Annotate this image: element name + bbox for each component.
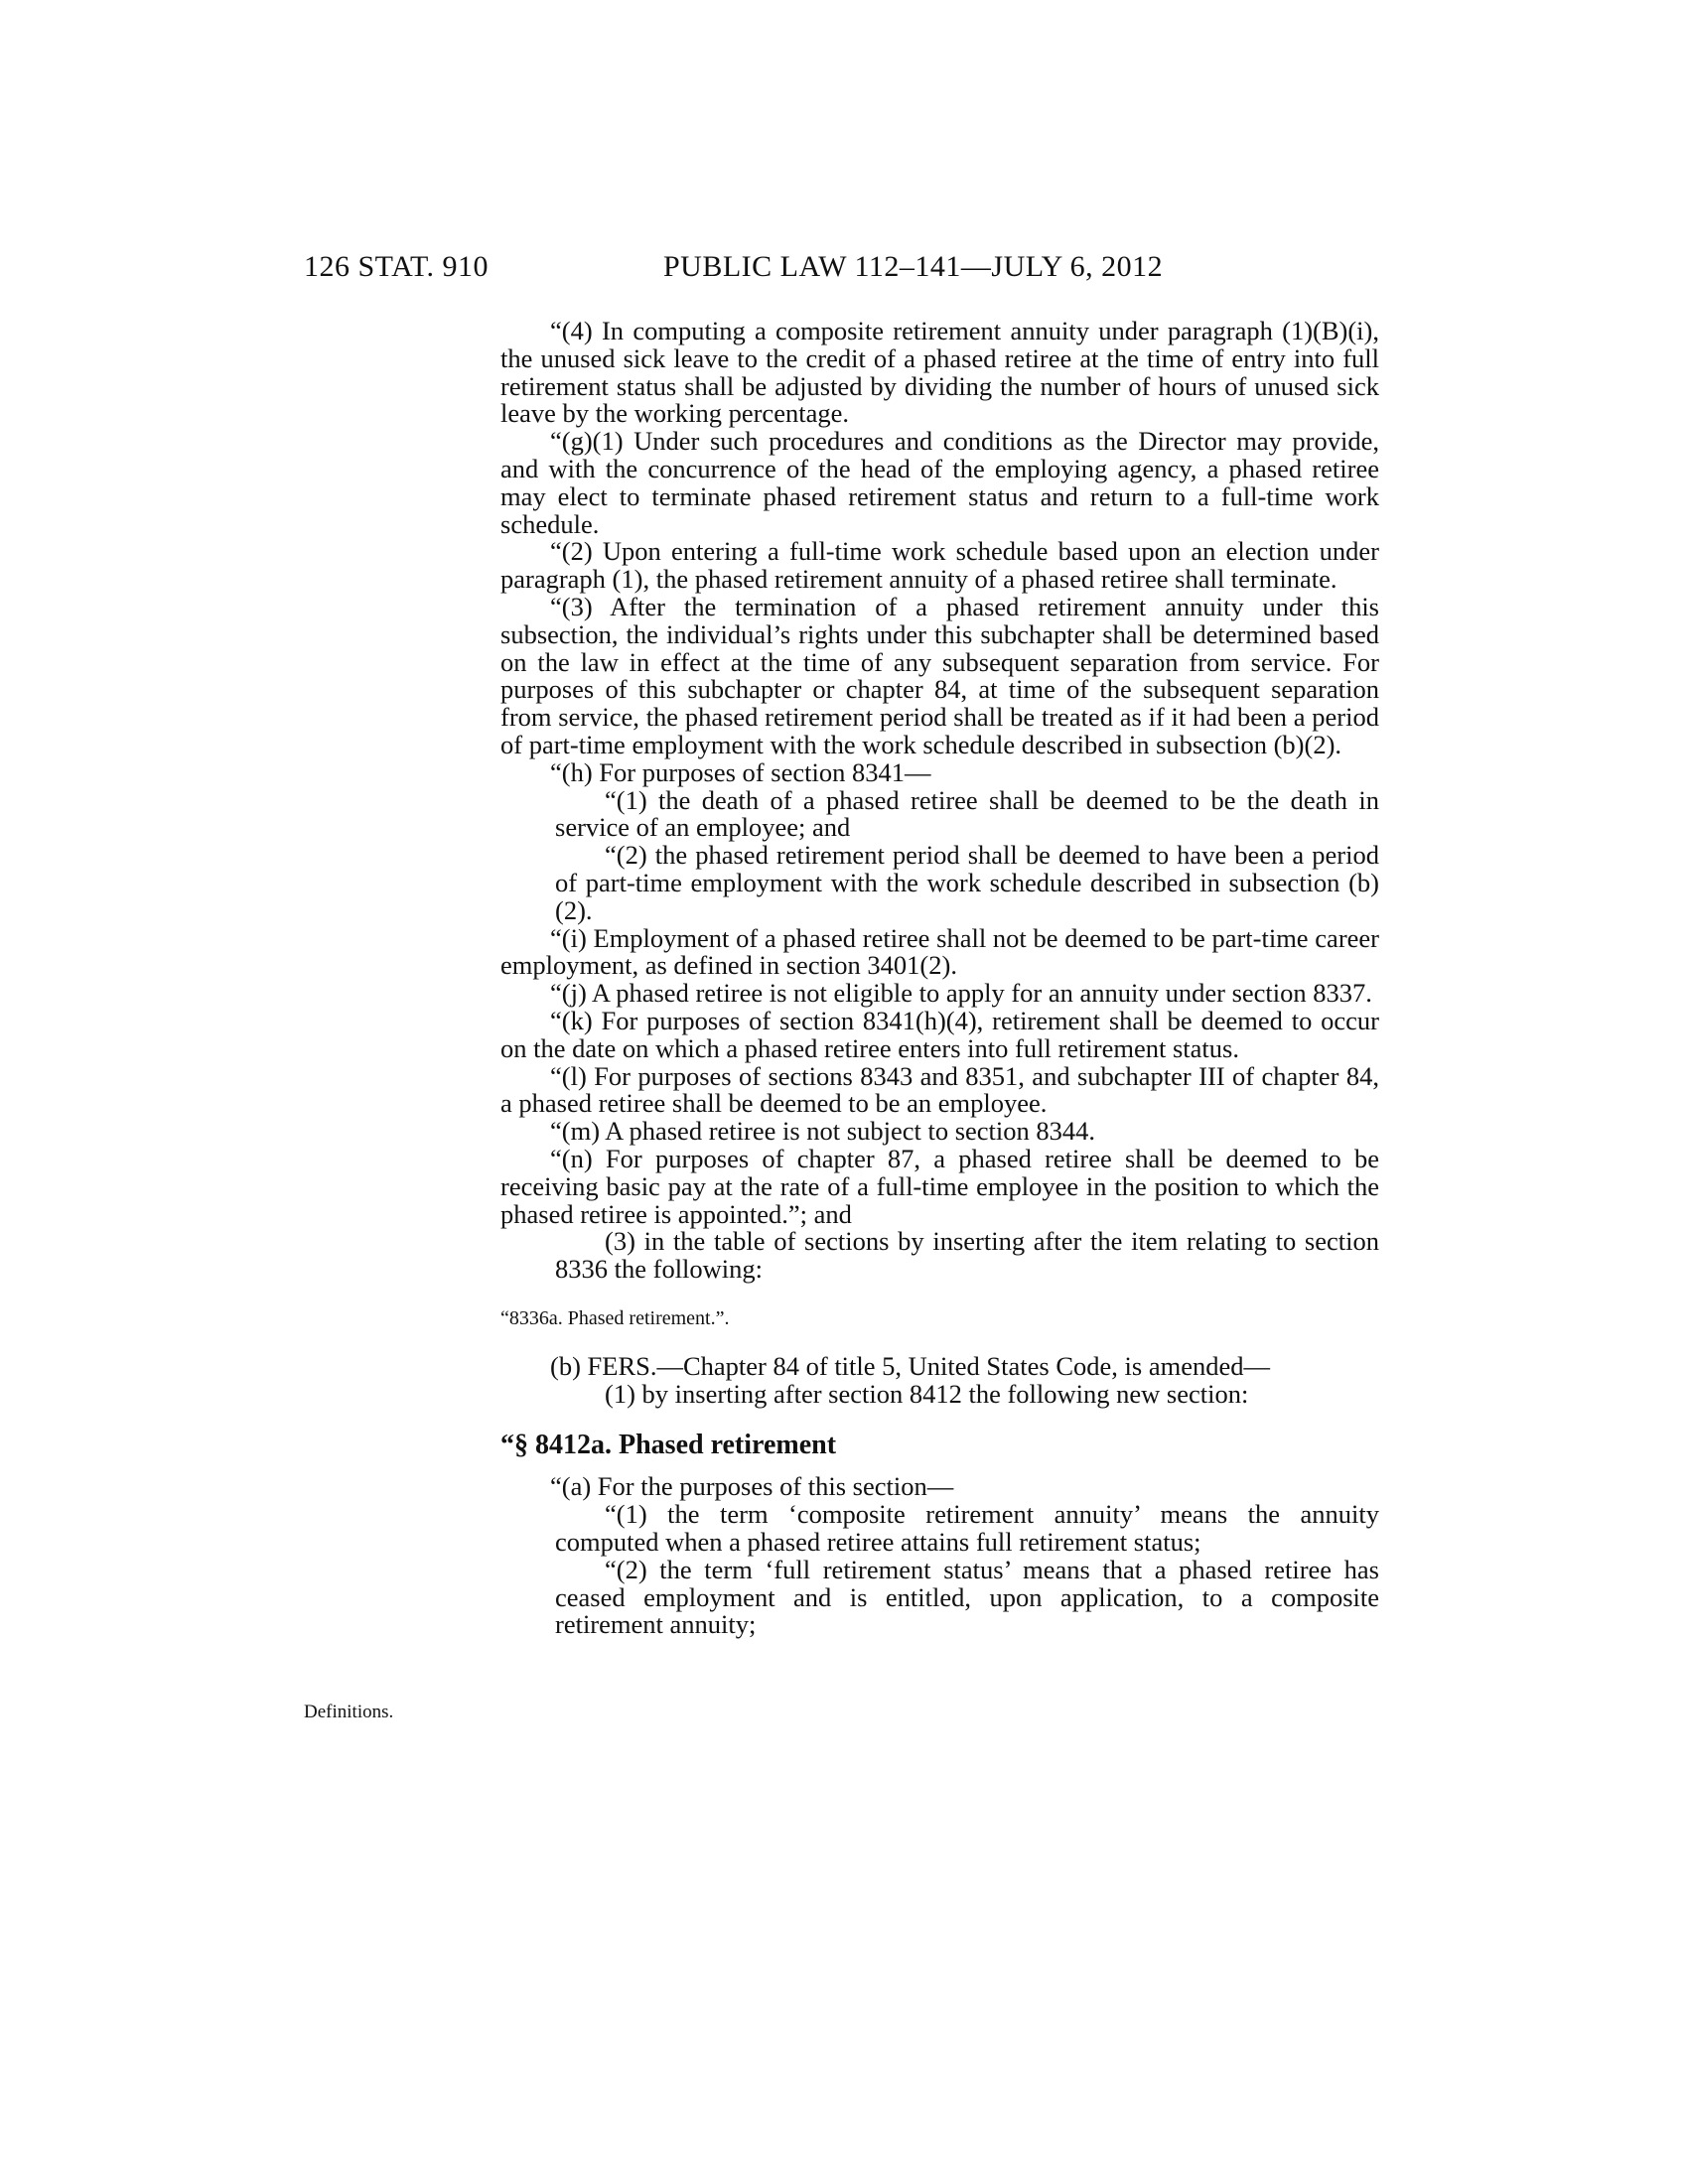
paragraph-g2: “(2) Upon entering a full-time work schedule based upon an election under paragraph (1), the phased retirement annuity of a phased retiree shall terminate. bbox=[500, 536, 1379, 595]
paragraph-m: “(m) A phased retiree is not subject to section 8344. bbox=[550, 1116, 1096, 1147]
paragraph-4-sick-leave: “(4) In computing a composite retirement annuity under paragraph (1)(B)(i), the unused sick leave to the credit of a phased retiree at the time of entry into full retirement status shall be adjusted by dividing the number of hours of unused sick leave by the working percentage. bbox=[500, 316, 1379, 429]
paragraph-n: “(n) For purposes of chapter 87, a phased retiree shall be deemed to be receiving basic pay at the rate of a full-time employee in the position to which the phased retiree is appointed.”; and bbox=[500, 1143, 1379, 1229]
definition-full-retirement-status: “(2) the term ‘full retirement status’ means that a phased retiree has ceased employment and is entitled, upon application, to a composite retirement annuity; bbox=[555, 1554, 1379, 1640]
paragraph-l: “(l) For purposes of sections 8343 and 8351, and subchapter III of chapter 84, a phased retiree shall be deemed to be an employee. bbox=[500, 1060, 1379, 1119]
table-of-sections-item: “8336a. Phased retirement.”. bbox=[500, 1306, 730, 1329]
section-heading: “§ 8412a. Phased retirement bbox=[500, 1430, 837, 1461]
margin-note-definitions: Definitions. bbox=[304, 1702, 394, 1722]
paragraph-j: “(j) A phased retiree is not eligible to apply for an annuity under section 8337. bbox=[550, 978, 1372, 1009]
public-law-title: PUBLIC LAW 112–141—JULY 6, 2012 bbox=[663, 250, 1164, 283]
definition-composite-retirement-annuity: “(1) the term ‘composite retirement annuity’ means the annuity computed when a phased retiree attains full retirement status; bbox=[555, 1499, 1379, 1558]
paragraph-g1: “(g)(1) Under such procedures and conditions as the Director may provide, and with the concurrence of the head of the employing agency, a phased retiree may elect to terminate phased retirement status and return to a full-time work schedule. bbox=[500, 426, 1379, 539]
page-header bbox=[0, 250, 1688, 290]
paragraph-a-definitions: “(a) For the purposes of this section— bbox=[550, 1471, 954, 1502]
body-text bbox=[500, 318, 1379, 1639]
paragraph-h2: “(2) the phased retirement period shall be deemed to have been a period of part-time employment with the work schedule described in subsection (b)(2). bbox=[555, 840, 1379, 925]
statute-reference: 126 STAT. 910 bbox=[304, 250, 490, 283]
paragraph-3-table-of-sections: (3) in the table of sections by inserting after the item relating to section 8336 the following: bbox=[555, 1226, 1379, 1285]
paragraph-h1: “(1) the death of a phased retiree shall be deemed to be the death in service of an employee; and bbox=[555, 784, 1379, 843]
paragraph-k: “(k) For purposes of section 8341(h)(4), retirement shall be deemed to occur on the date on which a phased retiree enters into full retirement status. bbox=[500, 1005, 1379, 1063]
paragraph-h: “(h) For purposes of section 8341— bbox=[550, 756, 931, 787]
paragraph-g3: “(3) After the termination of a phased retirement annuity under this subsection, the individual’s rights under this subchapter shall be determined based on the law in effect at the time of any subsequent separation from service. For purposes of this subchapter or chapter 84, at time of the subsequent separation from service, the phased retirement period shall be treated as if it had been a period of part-time employment with the work schedule described in subsection (b)(2). bbox=[500, 591, 1379, 759]
paragraph-i: “(i) Employment of a phased retiree shall not be deemed to be part-time career employment, as defined in section 3401(2). bbox=[500, 922, 1379, 981]
paragraph-b-fers: (b) FERS.—Chapter 84 of title 5, United States Code, is amended— bbox=[550, 1350, 1270, 1381]
paragraph-b1: (1) by inserting after section 8412 the following new section: bbox=[605, 1378, 1249, 1409]
